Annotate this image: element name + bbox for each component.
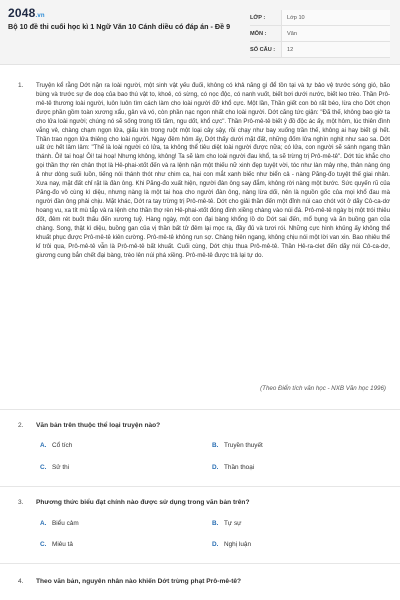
option-text: Truyền thuyết <box>224 442 263 449</box>
option-text: Thần thoại <box>224 464 255 471</box>
page-title: Bộ 10 đề thi cuối học kì 1 Ngữ Văn 10 Cánh diều có đáp án - Đề 9 <box>8 22 231 31</box>
question-1-number: 1. <box>18 82 24 89</box>
option-letter: A. <box>40 442 47 449</box>
question-2-option-d[interactable] <box>212 464 254 471</box>
meta-key: MÔN : <box>250 30 267 37</box>
meta-value: Văn <box>281 26 390 41</box>
option-text: Miêu tả <box>52 541 73 548</box>
meta-row-count <box>250 42 390 58</box>
option-letter: D. <box>212 541 219 548</box>
divider <box>0 486 400 487</box>
meta-key: LỚP : <box>250 14 266 21</box>
option-letter: B. <box>212 442 219 449</box>
question-2-text: Văn bản trên thuộc thể loại truyện nào? <box>36 422 161 429</box>
question-1-passage: Truyện kể rằng Dớt nặn ra loài người, một sinh vật yếu đuối, không có khả năng gì để tồn tại và tự bảo vệ trước sóng gió, bão bùng và trước sự đe doạ của bao thú vật to, khoẻ, có sừng, có nọc độc, có nanh vuốt, biết bơi dưới nước, biết leo trèo. Thần Prô-mê-tê thương loài người, luôn luôn tìm cách làm cho loài người đỡ khổ cực. Một lần, Thần giết con bò rất béo, lừa cho Dớt chọn được phần gồm toàn xương xẩu, gân và vó, còn phần nạc ngon nhất cho loài người. Dớt căng tức giận: "Đã thế, không bao giờ ta cho lửa loài người; chúng nó sẽ sống trong tối tăm, ngu dốt, khổ cực". Thần Prô-mê-tê biết ý đồ độc ác ấy, một hôm, lúc thiên đình vắng vẻ, chàng chạm ngọn lửa, giấu kín trong ruột một loại cây sậy, rồi chạy như bay xuống trần thế, không ai hay biết gì hết. Thần trao ngọn lửa thiêng cho loài người. Ngay đêm hôm ấy, Dớt thấy dưới mặt đất, những đốm lửa nghìn nghịt như sao sa. Dớt uất ức hết lâm lâm: "Thế là loài người có lửa, ta không thể tiêu diệt loài người được nữa; có lửa, con người sẽ sánh ngang thần thánh. Ôi! tai hoạ! Ôi! tai hoạ! Nhưng không, không! Ta sẽ làm cho loài người đau khổ, ta sẽ trừng trị Prô-mê-tê". Dớt túc khắc cho gọi thần thợ rèn chân thọt là Hê-phai-xtốt đến và ra lệnh nặn một thiếu nữ xinh đẹp tuyệt vời, tóc như làn mây nhẹ, thân nàng óng ả như dòng suối luồn, tiếng nói thánh thót như chim ca, hai con mắt xanh biếc như biển cả - nàng Păng-đo tuyệt thế giai nhân. Xưa nay, mặt đất chỉ rặt là đàn ông. Khi Păng-đo xuất hiện, người đàn ông say đắm, không rời nàng một bước. Sức quyến rũ của Păng-đo vô cùng kì diệu, nhưng nàng là một tai hoạ cho người đàn ông, nàng lừa dối, nên là nguồn gốc của mọi khổ đau mà người đàn ông phải chịu. Mặt khác, Dớt ra tay trừng trị Prô-mê-tê. Dớt cho giải thần đến một đỉnh núi cao chót vót ở dãy Cô-ca-dơ hoang vu, xa tít mù tắp và ra lệnh cho thần thợ rèn Hê-phai-xtốt đóng đinh xiềng chàng vào núi đá. Prô-mê-tê ngày bị một trói thiêu đốt, đêm rét buốt thấu đến xương tuỷ. Hàng ngày, một con đại bàng khổng lồ do Dớt sai đến, mổ bụng và ăn buồng gan của chàng. Song, thật kì diệu, buồng gan của vị thần bất tử đêm lại mọc ra, đầy đủ và tươi rói. Những cực hình khủng ấy không thể khuất phục được Prô-mê-tê kiên cường. Prô-mê-tê không run sợ. Chàng hiên ngang, không chịu nói một lời van xin. Bao nhiêu thế kỉ trôi qua, Prô-mê-tê vẫn là Prô-mê-tê bất khuất. Cuối cùng, Dớt chịu thua Prô-mê-tê. Thần Hê-ra-clet đến dãy núi Cô-ca-dơ, giương cung bắn chết đại bàng, trèo lên núi phá xiềng. Prô-mê-tê được trả lại tự do. <box>36 82 390 259</box>
passage-source: (Theo Điển tích văn học - NXB Văn học 1996) <box>260 385 386 392</box>
meta-row-class <box>250 10 390 26</box>
divider <box>0 563 400 564</box>
question-3-option-b[interactable] <box>212 520 241 527</box>
logo-suffix: .vn <box>35 13 45 19</box>
question-3-option-d[interactable] <box>212 541 251 548</box>
option-letter: B. <box>212 520 219 527</box>
option-text: Sử thi <box>52 464 70 471</box>
option-text: Biểu cảm <box>52 520 79 527</box>
divider <box>0 409 400 410</box>
question-3-text: Phương thức biểu đạt chính nào được sử dụng trong văn bản trên? <box>36 499 250 506</box>
option-letter: C. <box>40 541 47 548</box>
option-text: Nghị luận <box>224 541 252 548</box>
meta-row-subject <box>250 26 390 42</box>
question-3-number: 3. <box>18 499 24 506</box>
question-3-option-c[interactable] <box>40 541 73 548</box>
header <box>0 0 400 65</box>
option-text: Cổ tích <box>52 442 73 449</box>
meta-value: 12 <box>281 42 390 57</box>
question-2-option-b[interactable] <box>212 442 263 449</box>
option-text: Tự sự <box>224 520 242 527</box>
option-letter: D. <box>212 464 219 471</box>
logo-main: 2048 <box>8 6 36 20</box>
option-letter: C. <box>40 464 47 471</box>
question-2-option-c[interactable] <box>40 464 69 471</box>
question-2-option-a[interactable] <box>40 442 72 449</box>
question-3-option-a[interactable] <box>40 520 79 527</box>
site-logo[interactable] <box>8 6 45 20</box>
question-2-number: 2. <box>18 422 24 429</box>
question-4-text: Theo văn bản, nguyên nhân nào khiến Dớt trừng phạt Prô-mê-tê? <box>36 578 242 585</box>
option-letter: A. <box>40 520 47 527</box>
meta-key: SỐ CÂU : <box>250 46 276 53</box>
meta-value: Lớp 10 <box>281 10 390 25</box>
meta-table <box>250 10 390 58</box>
question-4-number: 4. <box>18 578 24 585</box>
